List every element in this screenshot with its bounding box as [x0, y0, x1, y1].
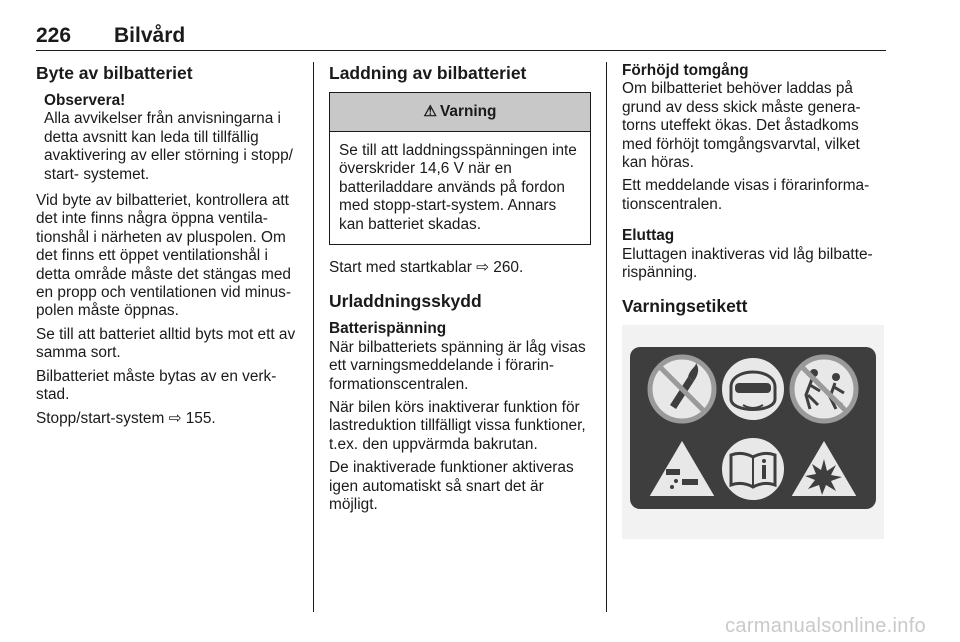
watermark: carmanualsonline.info — [725, 615, 926, 637]
paragraph: Bilbatteriet måste bytas av en verkstad. — [36, 367, 277, 404]
column-1 — [36, 62, 298, 433]
heading-battery-charging: Laddning av bilbatteriet — [329, 63, 527, 83]
note-block — [36, 92, 298, 184]
subheading-power-outlet: Eluttag — [622, 227, 675, 245]
paragraph: När bilbatteriets spänning är låg visas ett varningsmeddelande i förarinformationscentralen. — [329, 338, 586, 393]
column-divider-1 — [313, 62, 314, 612]
heading-battery-replacement: Byte av bilbatteriet — [36, 63, 193, 83]
note-title: Observera! — [44, 92, 126, 109]
read-manual-icon — [721, 437, 785, 501]
column-2 — [329, 62, 591, 520]
warning-title: Varning — [440, 102, 497, 120]
warning-box — [329, 92, 591, 245]
no-fire-icon — [650, 357, 714, 421]
paragraph: Eluttagen inaktiveras vid låg bilbatterispänning. — [622, 245, 873, 282]
jump-start-reference[interactable]: Start med startkablar ⇨ 260. — [329, 259, 524, 277]
paragraph: Se till att batteriet alltid byts mot ett av samma sort. — [36, 325, 296, 362]
column-3 — [622, 62, 884, 539]
paragraph: De inaktiverade funktioner aktiveras igen automatiskt så snart det är möjligt. — [329, 459, 574, 514]
explosion-warning-icon — [790, 439, 858, 497]
warning-header — [330, 93, 590, 132]
stop-start-reference[interactable]: Stopp/start-system ⇨ 155. — [36, 409, 216, 427]
warning-triangle-icon: ⚠ — [423, 102, 437, 120]
corrosive-warning-icon — [648, 439, 716, 497]
paragraph: Om bilbatteriet behöver laddas på grund av dess skick måste generatorns uteffekt ökas. Det åstadkoms med förhöjt tomgångsvarvtal, vilket kan höras. — [622, 80, 861, 172]
paragraph: Vid byte av bilbatteriet, kontrollera att det inte finns några öppna ventilationshål i närheten av pluspolen. Om det finns ett öppet ventilationshål i detta område måste det stängas med en propp och ventilationen vid minuspolen måste öppnas. — [36, 192, 291, 320]
warning-text: Se till att laddningsspänningen inte överskrider 14,6 V när en batteriladdare används på fordon med stopp-start-system. Annars kan batteriet skadas. — [339, 142, 577, 233]
warning-label-panel — [630, 347, 876, 509]
page-header — [36, 24, 886, 51]
subheading-raised-idle: Förhöjd tomgång — [622, 62, 749, 79]
warning-label-image — [622, 325, 884, 539]
keep-children-away-icon — [792, 357, 856, 421]
paragraph: När bilen körs inaktiverar funktion för lastreduktion tillfälligt vissa funktioner, t.ex. den uppvärmda bakrutan. — [329, 399, 586, 453]
page-number: 226 — [36, 24, 72, 47]
heading-warning-label: Varningsetikett — [622, 296, 748, 317]
subheading-battery-voltage: Batterispänning — [329, 320, 447, 338]
eye-protection-icon — [721, 357, 785, 421]
paragraph: Ett meddelande visas i förarinformationscentralen. — [622, 177, 870, 213]
section-title: Bilvård — [114, 24, 186, 47]
note-text: Alla avvikelser från anvisningarna i detta avsnitt kan leda till tillfällig avaktivering av eller störning i stopp/ start- systemet. — [44, 110, 293, 183]
column-divider-2 — [606, 62, 607, 612]
heading-discharge-protection: Urladdningsskydd — [329, 291, 482, 312]
